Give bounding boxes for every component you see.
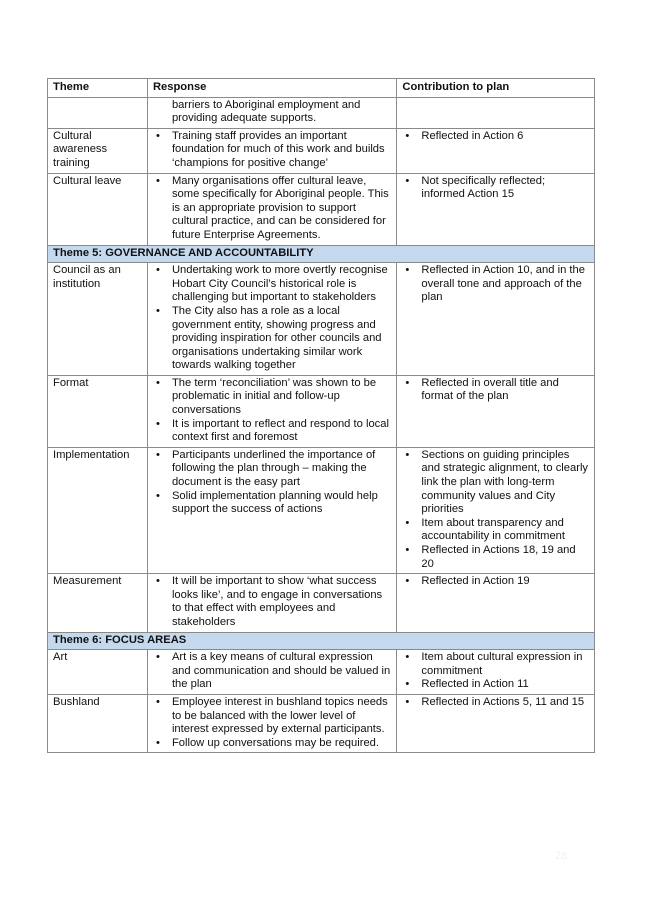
response-bullet: • The term ‘reconciliation’ was shown to be problematic in initial and follow-up conversations <box>153 377 391 418</box>
response-bullet: • Follow up conversations may be required. <box>153 737 391 751</box>
response-bullet: • It is important to reflect and respond to local context first and foremost <box>153 418 391 445</box>
table-row <box>48 694 595 752</box>
table-row-continuation <box>48 97 595 128</box>
theme-cell: Implementation <box>48 447 148 573</box>
theme-cell: Bushland <box>48 694 148 752</box>
contribution-bullet: • Reflected in Actions 5, 11 and 15 <box>402 696 589 710</box>
contribution-bullet: • Reflected in Action 6 <box>402 130 589 144</box>
contribution-bullet: • Reflected in Action 10, and in the overall tone and approach of the plan <box>402 264 589 305</box>
theme-cell: Format <box>48 375 148 447</box>
response-bullet: • Art is a key means of cultural expression and communication and should be valued in the plan <box>153 651 391 692</box>
table-row <box>48 650 595 695</box>
consultation-table <box>47 78 595 753</box>
contribution-bullet: • Item about transparency and accountability in commitment <box>402 517 589 544</box>
contribution-bullet: • Item about cultural expression in commitment <box>402 651 589 678</box>
contribution-bullet: • Reflected in Action 19 <box>402 575 589 589</box>
response-bullet: • Solid implementation planning would help support the success of actions <box>153 490 391 517</box>
theme-cell: Cultural awareness training <box>48 128 148 173</box>
response-bullet: • Employee interest in bushland topics needs to be balanced with the lower level of interest expressed by external participants. <box>153 696 391 737</box>
header-theme: Theme <box>48 79 148 98</box>
table-header-row <box>48 79 595 98</box>
contribution-bullet: • Reflected in overall title and format of the plan <box>402 377 589 404</box>
response-continuation: barriers to Aboriginal employment and providing adequate supports. <box>171 98 361 125</box>
table-row <box>48 173 595 245</box>
table-row <box>48 128 595 173</box>
table-row <box>48 574 595 632</box>
table-row <box>48 375 595 447</box>
response-bullet: • Participants underlined the importance of following the plan through – making the document is the easy part <box>153 449 391 490</box>
contribution-bullet: • Not specifically reflected; informed Action 15 <box>402 175 589 202</box>
contribution-bullet: • Reflected in Actions 18, 19 and 20 <box>402 544 589 571</box>
page-number: 28 <box>555 850 568 862</box>
header-contribution: Contribution to plan <box>397 79 595 98</box>
response-bullet: • Many organisations offer cultural leave, some specifically for Aboriginal people. This is an appropriate provision to support cultural practice, and can be considered for future Enterprise Agreements. <box>153 175 391 243</box>
table-row <box>48 263 595 376</box>
section-row-theme-6 <box>48 632 595 650</box>
response-bullet: • Training staff provides an important foundation for much of this work and builds ‘champions for positive change’ <box>153 130 391 171</box>
response-bullet: • Undertaking work to more overtly recognise Hobart City Council’s historical role is challenging but important to stakeholders <box>153 264 391 305</box>
theme-cell: Cultural leave <box>48 173 148 245</box>
response-bullet: • It will be important to show ‘what success looks like’, and to engage in conversations to that effect with employees and stakeholders <box>153 575 391 629</box>
response-bullet: • The City also has a role as a local government entity, showing progress and providing inspiration for other councils and organisations undertaking similar work towards walking together <box>153 305 391 373</box>
theme-cell: Measurement <box>48 574 148 632</box>
section-heading: Theme 6: FOCUS AREAS <box>48 632 595 650</box>
header-response: Response <box>147 79 396 98</box>
contribution-bullet: • Sections on guiding principles and strategic alignment, to clearly link the plan with long-term community values and City priorities <box>402 449 589 517</box>
section-heading: Theme 5: GOVERNANCE AND ACCOUNTABILITY <box>48 245 595 263</box>
section-row-theme-5 <box>48 245 595 263</box>
theme-cell: Art <box>48 650 148 695</box>
theme-cell: Council as an institution <box>48 263 148 376</box>
table-row <box>48 447 595 573</box>
contribution-bullet: • Reflected in Action 11 <box>402 678 589 692</box>
